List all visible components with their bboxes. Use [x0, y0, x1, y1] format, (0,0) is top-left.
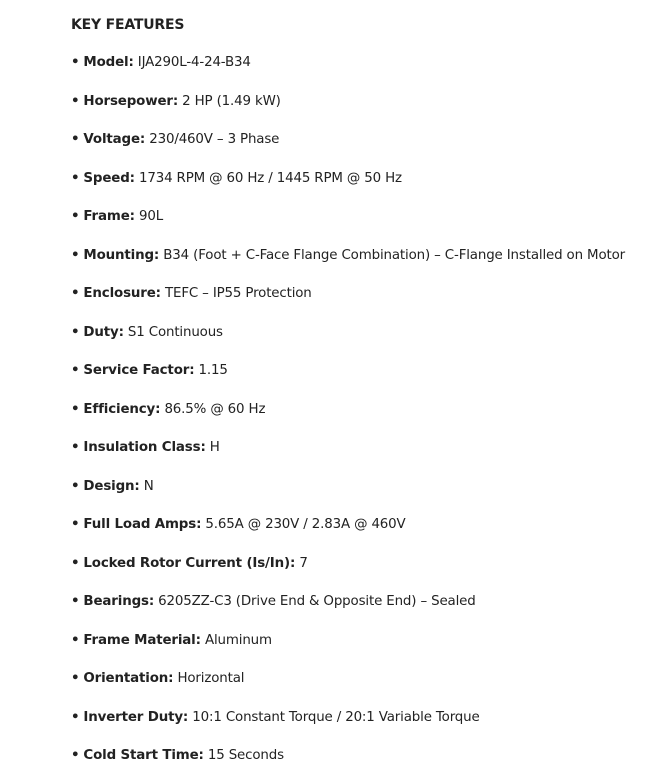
bullet-icon: •: [71, 402, 80, 417]
feature-value: 2 HP (1.49 kW): [182, 94, 281, 109]
feature-label: Cold Start Time:: [83, 748, 204, 763]
bullet-icon: •: [71, 671, 80, 686]
bullet-icon: •: [71, 286, 80, 301]
feature-item-mounting: [71, 247, 625, 265]
feature-value: Horizontal: [177, 671, 245, 686]
feature-value: 86.5% @ 60 Hz: [164, 402, 266, 417]
feature-label: Duty:: [83, 325, 124, 340]
feature-value: 1.15: [198, 363, 228, 378]
feature-value: 6205ZZ-C3 (Drive End & Opposite End) – Sealed: [158, 594, 476, 609]
feature-item-speed: [71, 170, 402, 188]
feature-value: B34 (Foot + C-Face Flange Combination) – C-Flange Installed on Motor: [163, 248, 625, 263]
feature-value: H: [209, 440, 220, 455]
feature-value: Aluminum: [204, 633, 272, 648]
feature-label: Model:: [83, 55, 134, 70]
feature-value: N: [143, 479, 154, 494]
feature-label: Enclosure:: [83, 286, 161, 301]
feature-item-frame: [71, 208, 163, 226]
feature-item-design: [71, 478, 154, 496]
feature-label: Inverter Duty:: [83, 710, 189, 725]
feature-label: Insulation Class:: [83, 440, 206, 455]
feature-label: Horsepower:: [83, 94, 179, 109]
feature-item-duty: [71, 324, 223, 342]
feature-label: Voltage:: [83, 132, 146, 147]
bullet-icon: •: [71, 633, 80, 648]
feature-item-orientation: [71, 670, 244, 688]
feature-value: 90L: [138, 209, 164, 224]
feature-value: 7: [299, 556, 308, 571]
feature-label: Service Factor:: [83, 363, 195, 378]
feature-value: 230/460V – 3 Phase: [149, 132, 280, 147]
bullet-icon: •: [71, 171, 80, 186]
feature-label: Frame:: [83, 209, 135, 224]
feature-item-service-factor: [71, 362, 228, 380]
feature-value: IJA290L-4-24-B34: [137, 55, 251, 70]
bullet-icon: •: [71, 248, 80, 263]
key-features-section: [71, 16, 651, 763]
bullet-icon: •: [71, 132, 80, 147]
bullet-icon: •: [71, 517, 80, 532]
feature-label: Locked Rotor Current (Is/In):: [83, 556, 296, 571]
feature-item-cold-start-time: [71, 747, 284, 765]
feature-item-locked-rotor-current: [71, 555, 308, 573]
feature-value: 5.65A @ 230V / 2.83A @ 460V: [205, 517, 406, 532]
feature-label: Design:: [83, 479, 140, 494]
bullet-icon: •: [71, 479, 80, 494]
feature-value: 10:1 Constant Torque / 20:1 Variable Torque: [192, 710, 480, 725]
feature-item-full-load-amps: [71, 516, 406, 534]
feature-label: Efficiency:: [83, 402, 161, 417]
feature-label: Frame Material:: [83, 633, 201, 648]
feature-item-voltage: [71, 131, 279, 149]
feature-item-horsepower: [71, 93, 281, 111]
bullet-icon: •: [71, 363, 80, 378]
feature-value: 15 Seconds: [207, 748, 284, 763]
bullet-icon: •: [71, 209, 80, 224]
bullet-icon: •: [71, 710, 80, 725]
feature-label: Full Load Amps:: [83, 517, 202, 532]
bullet-icon: •: [71, 325, 80, 340]
bullet-icon: •: [71, 748, 80, 763]
feature-label: Bearings:: [83, 594, 155, 609]
feature-label: Mounting:: [83, 248, 160, 263]
bullet-icon: •: [71, 94, 80, 109]
feature-item-bearings: [71, 593, 476, 611]
feature-value: S1 Continuous: [127, 325, 223, 340]
bullet-icon: •: [71, 556, 80, 571]
feature-item-insulation-class: [71, 439, 220, 457]
feature-item-frame-material: [71, 632, 272, 650]
feature-item-model: [71, 54, 251, 72]
feature-item-enclosure: [71, 285, 312, 303]
feature-label: Speed:: [83, 171, 135, 186]
bullet-icon: •: [71, 55, 80, 70]
section-heading: KEY FEATURES: [71, 17, 185, 33]
feature-item-efficiency: [71, 401, 265, 419]
feature-item-inverter-duty: [71, 709, 480, 727]
feature-value: TEFC – IP55 Protection: [164, 286, 312, 301]
feature-value: 1734 RPM @ 60 Hz / 1445 RPM @ 50 Hz: [138, 171, 402, 186]
bullet-icon: •: [71, 440, 80, 455]
feature-label: Orientation:: [83, 671, 174, 686]
bullet-icon: •: [71, 594, 80, 609]
